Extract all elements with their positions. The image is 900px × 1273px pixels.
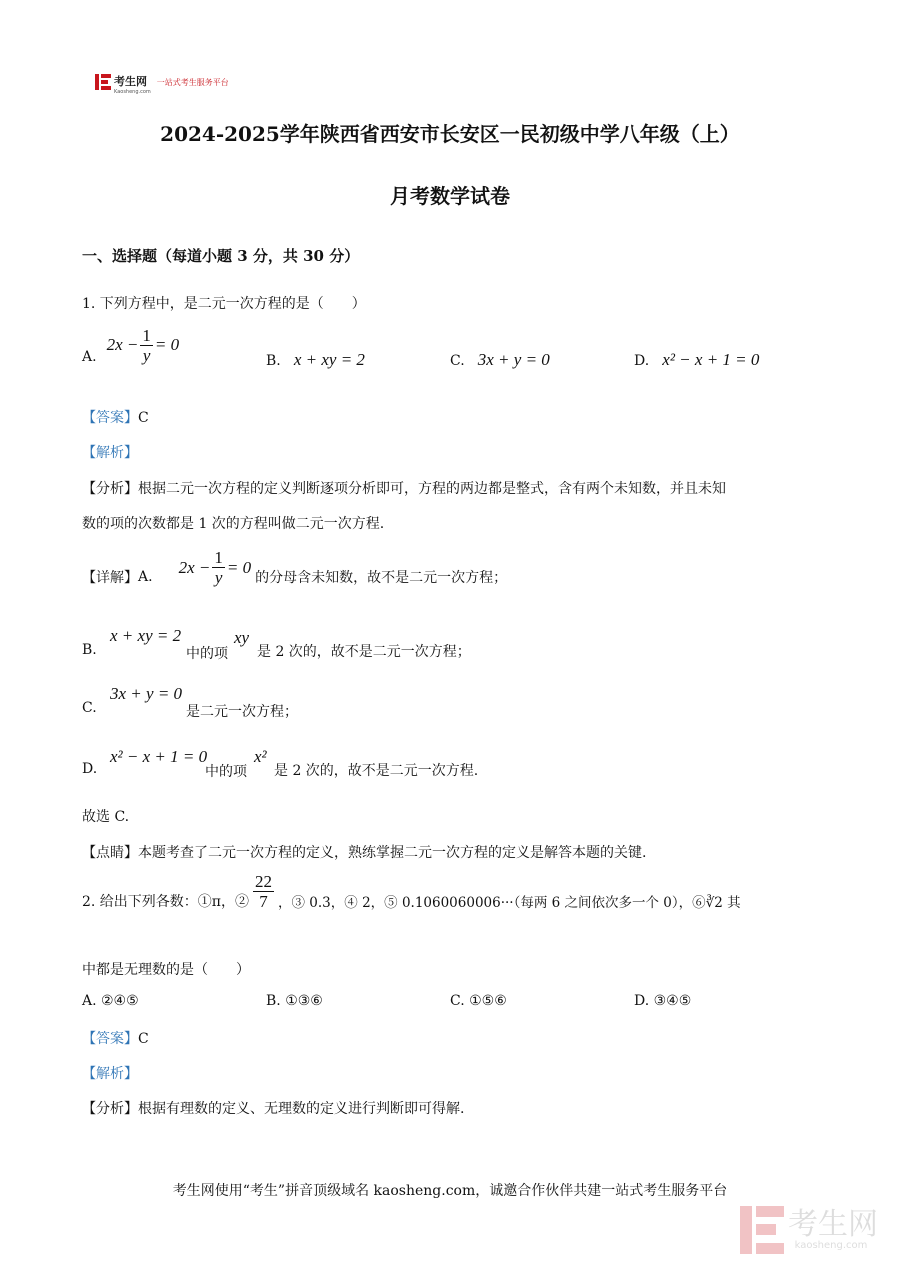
q1-option-a-fraction <box>140 326 153 365</box>
q1-option-d-label: D. <box>634 353 650 369</box>
q2-option-c: C. ①⑤⑥ <box>450 993 507 1009</box>
q1-detail-a-label: A. <box>138 568 153 585</box>
q1-option-c-label: C. <box>450 353 465 369</box>
q1-detail-a-post: = 0 <box>226 557 252 577</box>
q1-detail-c-expr: 3x + y = 0 <box>110 684 183 703</box>
q2-stem-pre: 2. 给出下列各数：①π，② <box>82 893 250 910</box>
q1-option-c <box>450 350 550 370</box>
page-title-line2: 月考数学试卷 <box>390 184 510 208</box>
q1-stem: 1. 下列方程中，是二元一次方程的是（ ） <box>82 296 366 312</box>
q1-detail-d-term: x² <box>254 747 267 766</box>
q1-detail-a-pre: 2x − <box>178 557 211 577</box>
section-heading: 一、选择题（每道小题 3 分，共 30 分） <box>82 247 360 265</box>
q1-detail-a-fraction <box>212 548 225 587</box>
q1-option-a <box>82 325 179 365</box>
q1-fenxi-line2: 数的项的次数都是 1 次的方程叫做二元一次方程. <box>82 516 385 532</box>
page-title-line1: 2024-2025学年陕西省西安市长安区一民初级中学八年级（上） <box>160 122 740 146</box>
q1-option-a-post: = 0 <box>154 335 180 354</box>
q1-detail-b-mid: 中的项 <box>186 646 228 662</box>
detail-tag: 【详解】 <box>82 569 138 586</box>
q1-fenxi-line1 <box>82 478 726 498</box>
q2-fraction <box>253 872 274 911</box>
fraction-denominator: y <box>142 345 151 365</box>
fraction-numerator: 1 <box>142 325 151 345</box>
logo-slogan: 一站式考生服务平台 <box>156 77 229 87</box>
q1-analysis-tag: 【解析】 <box>82 445 138 461</box>
answer-tag: 【答案】 <box>82 1031 138 1047</box>
q2-stem <box>82 872 741 911</box>
q1-detail-b-expr: x + xy = 2 <box>110 626 182 645</box>
footer-text: 考生网使用“考生”拼音顶级域名 kaosheng.com，诚邀合作伙伴共建一站式考生服务平台 <box>172 1183 728 1199</box>
q1-detail-b-term: xy <box>234 628 250 647</box>
q1-detail-c-label: C. <box>82 700 97 716</box>
q1-comment <box>82 842 646 862</box>
q1-detail-d-expr: x² − x + 1 = 0 <box>110 747 208 766</box>
fraction-numerator: 1 <box>214 548 223 567</box>
q1-choose: 故选 C. <box>82 809 130 825</box>
watermark <box>740 1206 878 1254</box>
fenxi-tag: 【分析】 <box>82 1101 138 1117</box>
fraction-numerator: 22 <box>255 872 273 891</box>
q1-option-b-label: B. <box>266 353 281 369</box>
fenxi-tag: 【分析】 <box>82 481 138 497</box>
q1-detail-b-text: 是 2 次的，故不是二元一次方程； <box>257 644 471 660</box>
q2-option-d: D. ③④⑤ <box>634 993 692 1009</box>
answer-value: C <box>138 410 149 426</box>
fenxi-text: 根据有理数的定义、无理数的定义进行判断即可得解. <box>138 1101 465 1117</box>
watermark-text: 考生网 <box>788 1206 878 1242</box>
q1-option-b-expr: x + xy = 2 <box>293 350 365 369</box>
q1-option-a-pre: 2x − <box>106 335 139 354</box>
q1-detail-d-label: D. <box>82 761 98 777</box>
q1-detail-a-text: 的分母含未知数，故不是二元一次方程； <box>255 569 508 586</box>
fenxi-text: 根据二元一次方程的定义判断逐项分析即可，方程的两边都是整式，含有两个未知数，并且未知 <box>138 481 726 497</box>
q1-option-d <box>634 350 759 370</box>
fraction-denominator: y <box>214 568 223 587</box>
comment-text: 本题考查了二元一次方程的定义，熟练掌握二元一次方程的定义是解答本题的关键. <box>138 845 647 861</box>
q1-option-c-expr: 3x + y = 0 <box>477 350 550 369</box>
q2-option-a: A. ②④⑤ <box>82 993 139 1009</box>
watermark-logo-icon <box>740 1206 784 1254</box>
q1-option-b <box>266 350 365 370</box>
q2-analysis-tag: 【解析】 <box>82 1066 138 1082</box>
comment-tag: 【点睛】 <box>82 845 138 861</box>
q1-detail-c-text: 是二元一次方程； <box>186 704 298 720</box>
logo-text: 考生网 <box>114 74 147 88</box>
q1-detail-d-mid: 中的项 <box>205 764 247 780</box>
q1-option-a-label: A. <box>82 349 97 365</box>
logo-mark-icon <box>95 74 111 90</box>
q1-detail-d-text: 是 2 次的，故不是二元一次方程. <box>274 763 479 779</box>
q2-stem-post: ，③ 0.3，④ 2，⑤ 0.1060060006···（每两 6 之间依次多一个 0），⑥∛2 其 <box>278 894 741 911</box>
q2-answer <box>82 1028 149 1048</box>
watermark-domain: kaosheng.com <box>794 1239 868 1251</box>
q1-answer <box>82 407 149 427</box>
fraction-denominator: 7 <box>259 892 268 911</box>
q2-fenxi <box>82 1098 464 1118</box>
q2-option-b: B. ①③⑥ <box>266 993 323 1009</box>
q1-option-d-expr: x² − x + 1 = 0 <box>662 350 760 369</box>
q2-stem-line2: 中都是无理数的是（ ） <box>82 962 250 978</box>
header-logo[interactable] <box>95 72 229 95</box>
logo-domain: Kaosheng.com <box>114 88 151 95</box>
q1-detail-a <box>82 548 507 587</box>
answer-tag: 【答案】 <box>82 410 138 426</box>
answer-value: C <box>138 1031 149 1047</box>
q1-detail-b-label: B. <box>82 642 97 658</box>
